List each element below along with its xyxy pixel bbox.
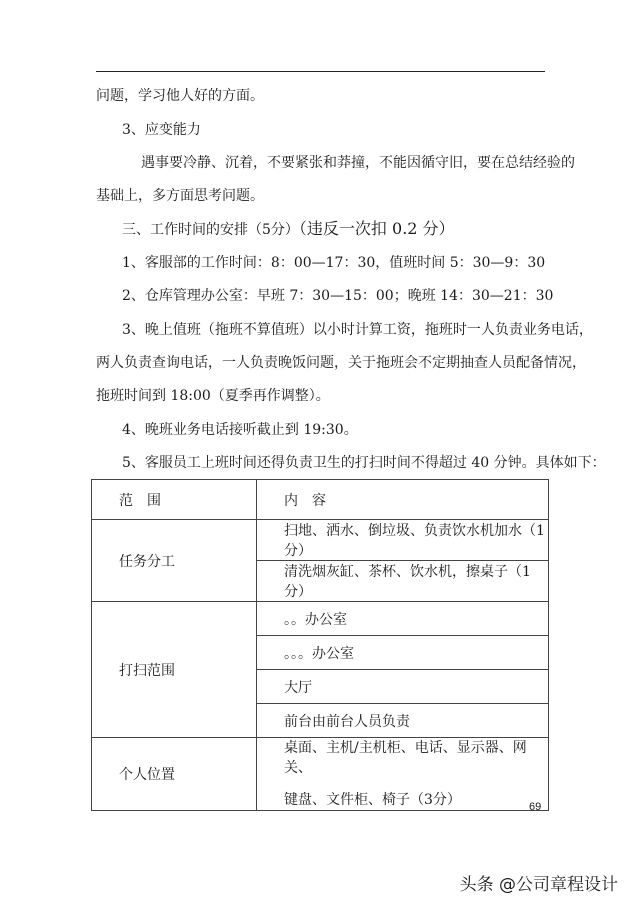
heading-adaptability: 3、应变能力 [122, 122, 201, 138]
cleaning-duty-table [91, 479, 549, 811]
heading-work-time-title: 三、工作时间的安排（5分） [122, 222, 299, 238]
heading-work-time [122, 219, 455, 240]
paragraph-night-phone: 4、晚班业务电话接听截止到 19:30。 [122, 422, 358, 438]
table-group-label: 任务分工 [92, 520, 257, 602]
table-header-scope: 范 围 [92, 480, 257, 520]
table-cell [257, 738, 549, 811]
table-group-label: 打扫范围 [92, 602, 257, 738]
table-row [92, 520, 549, 561]
paragraph-night-shift-line2: 两人负责查询电话，一人负责晚饭问题，关于拖班会不定期抽查人员配备情况， [96, 355, 586, 371]
table-cell: 。。。办公室 [257, 636, 549, 670]
page-number: 69 [529, 801, 542, 813]
table-cell: 。。办公室 [257, 602, 549, 636]
paragraph-night-shift-line1: 3、晚上值班（拖班不算值班）以小时计算工资，拖班时一人负责业务电话， [122, 322, 593, 338]
heading-work-time-penalty: （违反一次扣 0.2 分） [298, 219, 455, 238]
table-cell-line: 键盘、文件柜、椅子（3分） [284, 792, 461, 808]
table-cell: 前台由前台人员负责 [257, 704, 549, 738]
paragraph-customer-hours: 1、客服部的工作时间：8：00—17：30，值班时间 5：30—9：30 [122, 255, 546, 271]
table-row [92, 602, 549, 636]
table-cell: 扫地、洒水、倒垃圾、负责饮水机加水（1分） [257, 520, 549, 561]
watermark: 头条 @公司章程设计 [459, 875, 618, 895]
paragraph-cleaning-intro: 5、客服员工上班时间还得负责卫生的打扫时间不得超过 40 分钟。具体如下： [122, 455, 606, 471]
table-row [92, 738, 549, 811]
paragraph-night-shift-line3: 拖班时间到 18:00（夏季再作调整）。 [96, 388, 330, 404]
table-cell-line: 桌面、主机/主机柜、电话、显示器、网关、 [284, 740, 527, 776]
table-header-content: 内 容 [257, 480, 549, 520]
paragraph-warehouse-hours: 2、仓库管理办公室：早班 7：30—15：00；晚班 14：30—21：30 [122, 288, 554, 304]
header-rule [96, 71, 545, 72]
paragraph-adaptability-line2: 基础上，多方面思考问题。 [96, 188, 264, 204]
paragraph-adaptability-line1: 遇事要冷静、沉着，不要紧张和莽撞，不能因循守旧，要在总结经验的 [141, 155, 575, 171]
table-header-row [92, 480, 549, 520]
paragraph-continuation: 问题，学习他人好的方面。 [96, 88, 264, 104]
table-cell: 大厅 [257, 670, 549, 704]
table-group-label: 个人位置 [92, 738, 257, 811]
table-cell: 清洗烟灰缸、茶杯、饮水机，擦桌子（1分） [257, 561, 549, 602]
